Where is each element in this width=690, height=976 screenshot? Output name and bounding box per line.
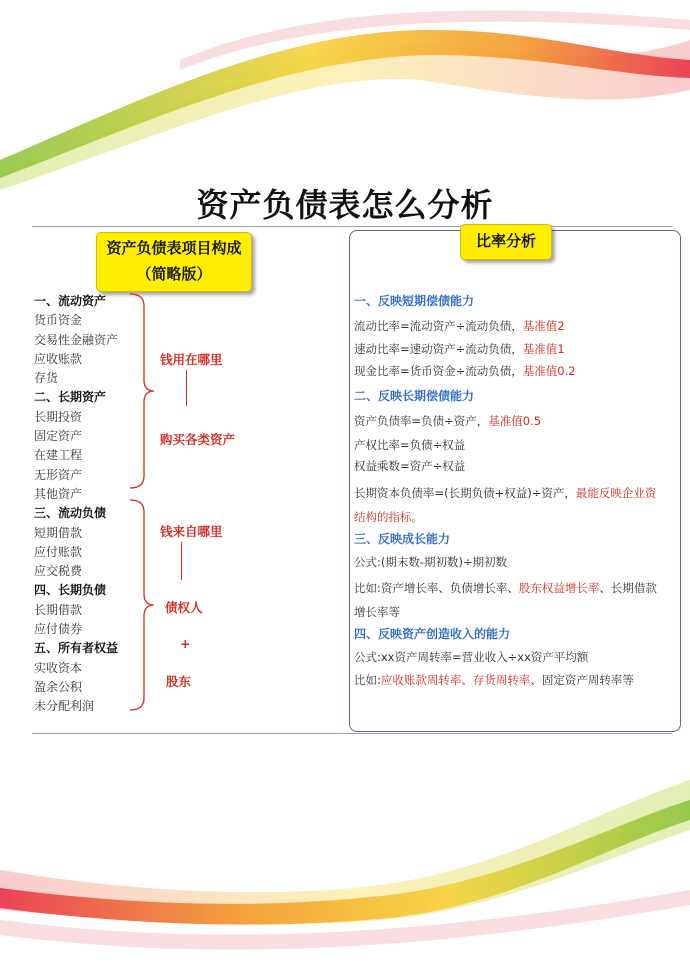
list-item: 长期投资 (34, 409, 83, 424)
ratio-current: 流动比率=流动资产÷流动负债，基准值2 (354, 319, 565, 333)
structure-box-title: 资产负债表项目构成 (106, 239, 242, 257)
list-item: 应付账款 (34, 544, 83, 559)
annotation-shareholder: 股东 (166, 674, 192, 689)
growth-examples: 比如:资产增长率、负债增长率、股东权益增长率、长期借款 (354, 581, 657, 595)
list-item: 应交税费 (34, 564, 83, 579)
list-item: 实收资本 (34, 660, 83, 675)
section-heading-long-term: 二、反映长期偿债能力 (354, 389, 475, 403)
divider-bottom (32, 733, 672, 734)
turnover-examples: 比如:应收账款周转率、存货周转率、固定资产周转率等 (354, 673, 634, 687)
list-item: 固定资产 (34, 429, 83, 444)
ratio-long-term-capital-debt: 长期资本负债率=(长期负债+权益)÷资产，最能反映企业资 (354, 486, 657, 500)
page-title: 资产负债表怎么分析 (196, 186, 494, 224)
ratio-debt-to-assets: 资产负债率=负债÷资产，基准值0.5 (354, 414, 542, 428)
annotation-money-used: 钱用在哪里 (160, 352, 223, 367)
list-item-heading: 二、长期资产 (34, 390, 107, 405)
section-heading-growth: 三、反映成长能力 (354, 532, 451, 546)
list-item: 交易性金融资产 (34, 332, 119, 347)
decorative-wave-top (0, 0, 690, 190)
ratio-quick: 速动比率=速动资产÷流动负债，基准值1 (354, 342, 565, 356)
list-item-heading: 五、所有者权益 (34, 641, 119, 656)
list-item: 应付债券 (34, 622, 83, 637)
turnover-formula: 公式:xx资产周转率=营业收入÷xx资产平均额 (354, 650, 589, 664)
growth-examples-cont: 增长率等 (354, 605, 400, 619)
list-item: 存货 (34, 371, 59, 386)
decorative-wave-bottom (0, 770, 690, 976)
list-item-heading: 四、长期负债 (34, 583, 107, 598)
list-item: 未分配利润 (34, 699, 95, 714)
ratio-equity-multiplier: 权益乘数=资产÷权益 (354, 459, 466, 473)
list-item-heading: 三、流动负债 (34, 506, 107, 521)
list-item: 其他资产 (34, 486, 83, 501)
list-item: 货币资金 (34, 313, 83, 328)
list-item: 长期借款 (34, 602, 83, 617)
liabilities-brace (128, 498, 158, 712)
divider-top (32, 226, 672, 227)
section-heading-turnover: 四、反映资产创造收入的能力 (354, 627, 511, 641)
structure-box-subtitle: （简略版） (136, 265, 212, 283)
annotation-connector (181, 542, 182, 580)
growth-formula: 公式:(期末数-期初数)÷期初数 (354, 555, 508, 569)
balance-sheet-item-list (34, 292, 118, 717)
list-item: 无形资产 (34, 467, 83, 482)
list-item: 盈余公积 (34, 679, 83, 694)
annotation-connector (186, 370, 187, 406)
list-item: 应收账款 (34, 351, 83, 366)
list-item: 在建工程 (34, 448, 83, 463)
list-item: 短期借款 (34, 525, 83, 540)
annotation-plus: + (180, 636, 191, 651)
ratio-debt-to-equity: 产权比率=负债÷权益 (354, 438, 466, 452)
balance-sheet-structure-box (96, 232, 252, 292)
annotation-creditor: 债权人 (165, 600, 203, 615)
assets-brace (128, 292, 158, 490)
list-item-heading: 一、流动资产 (34, 294, 107, 308)
section-heading-short-term: 一、反映短期偿债能力 (354, 294, 475, 308)
ratio-long-term-capital-debt-cont: 结构的指标。 (354, 510, 423, 524)
ratio-cash: 现金比率=货币资金÷流动负债，基准值0.2 (354, 364, 576, 378)
annotation-buy-assets: 购买各类资产 (160, 432, 236, 447)
annotation-money-source: 钱来自哪里 (160, 524, 223, 539)
ratio-analysis-badge: 比率分析 (460, 224, 552, 260)
